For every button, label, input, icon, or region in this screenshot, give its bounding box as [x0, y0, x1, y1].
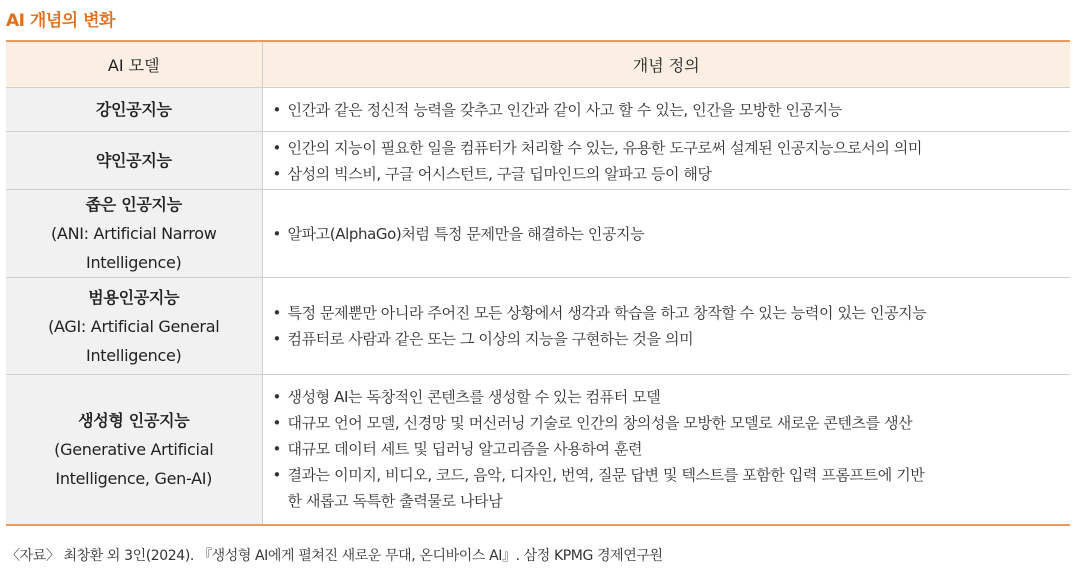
model-subtitle: (Generative Artificial — [54, 439, 214, 459]
definition-item — [273, 326, 1071, 352]
bullet-icon: • — [272, 138, 281, 157]
definition-item — [273, 462, 1071, 514]
definition-list — [263, 97, 1071, 123]
definition-cell — [262, 278, 1070, 375]
model-subtitle: (ANI: Artificial Narrow — [50, 224, 217, 243]
model-name: 약인공지능 — [95, 151, 172, 170]
bullet-icon: • — [272, 330, 281, 348]
bullet-icon: • — [272, 414, 281, 433]
definition-text: 컴퓨터로 사람과 같은 또는 그 이상의 지능을 구현하는 것을 의미 — [287, 330, 694, 348]
table-row — [6, 375, 1070, 525]
definition-text: 결과는 이미지, 비디오, 코드, 음악, 디자인, 번역, 질문 답변 및 텍스트를 포함한 입력 프롬프트에 기반 — [287, 466, 925, 485]
bullet-icon: • — [272, 388, 281, 407]
definition-text: 삼성의 빅스비, 구글 어시스턴트, 구글 딥마인드의 알파고 등이 해당 — [287, 164, 712, 183]
definition-text: 생성형 AI는 독창적인 콘텐츠를 생성할 수 있는 컴퓨터 모델 — [287, 388, 661, 407]
definition-text: 인간의 지능이 필요한 일을 컴퓨터가 처리할 수 있는, 유용한 도구로써 설계된 인공지능으로서의 의미 — [287, 138, 922, 157]
definition-text: 대규모 언어 모델, 신경망 및 머신러닝 기술로 인간의 창의성을 모방한 모델로 새로운 콘텐츠를 생산 — [287, 414, 913, 433]
model-name: 생성형 인공지능 — [78, 410, 190, 430]
definition-text: 대규모 데이터 세트 및 딥러닝 알고리즘을 사용하여 훈련 — [287, 440, 643, 459]
bullet-icon: • — [272, 100, 281, 119]
definition-item — [273, 436, 1071, 462]
model-cell — [6, 190, 262, 278]
bullet-icon: • — [272, 164, 281, 183]
definition-cell — [262, 375, 1070, 525]
bullet-icon: • — [272, 224, 281, 243]
definition-item — [273, 97, 1071, 123]
definition-item — [273, 384, 1071, 410]
column-header-definition: 개념 정의 — [262, 41, 1070, 88]
table-header-row — [6, 41, 1070, 88]
definition-item — [273, 161, 1071, 187]
definition-text: 알파고(AlphaGo)처럼 특정 문제만을 해결하는 인공지능 — [287, 224, 645, 243]
model-name: 범용인공지능 — [88, 287, 180, 307]
column-header-model: AI 모델 — [6, 41, 262, 88]
table-row — [6, 88, 1070, 132]
definition-text: 특정 문제뿐만 아니라 주어진 모든 상황에서 생각과 학습을 하고 창작할 수 있는 능력이 있는 인공지능 — [287, 304, 927, 322]
model-name: 좁은 인공지능 — [85, 195, 182, 214]
table-row — [6, 278, 1070, 375]
definition-item — [273, 300, 1071, 326]
definition-text: 인간과 같은 정신적 능력을 갖추고 인간과 같이 사고 할 수 있는, 인간을 모방한 인공지능 — [287, 100, 842, 119]
table-row — [6, 190, 1070, 278]
model-subtitle: Intelligence) — [86, 253, 182, 272]
definition-list — [263, 300, 1071, 352]
model-subtitle: (AGI: Artificial General — [48, 316, 220, 336]
model-cell — [6, 375, 262, 525]
definition-cell — [262, 132, 1070, 190]
model-subtitle: Intelligence, Gen-AI) — [55, 468, 213, 488]
table-row — [6, 132, 1070, 190]
model-name: 강인공지능 — [95, 100, 172, 119]
model-cell — [6, 278, 262, 375]
definition-item — [273, 135, 1071, 161]
definition-item — [273, 221, 1071, 247]
definition-cell — [262, 190, 1070, 278]
section-title: AI 개념의 변화 — [6, 11, 115, 31]
bullet-icon: • — [272, 466, 281, 485]
source-note: 〈자료〉 최창환 외 3인(2024). 『생성형 AI에게 펼쳐진 새로운 무대, 온디바이스 AI』. 삼정 KPMG 경제연구원 — [6, 548, 663, 564]
model-cell — [6, 132, 262, 190]
definition-list — [263, 384, 1071, 514]
bullet-icon: • — [272, 440, 281, 459]
definition-item — [273, 410, 1071, 436]
definition-text: 한 새롭고 독특한 출력물로 나타남 — [287, 492, 503, 511]
model-cell — [6, 88, 262, 132]
ai-concept-table — [6, 40, 1070, 526]
bullet-icon: • — [272, 304, 281, 322]
definition-cell — [262, 88, 1070, 132]
definition-list — [263, 135, 1071, 187]
definition-list — [263, 221, 1071, 247]
model-subtitle: Intelligence) — [86, 345, 182, 365]
